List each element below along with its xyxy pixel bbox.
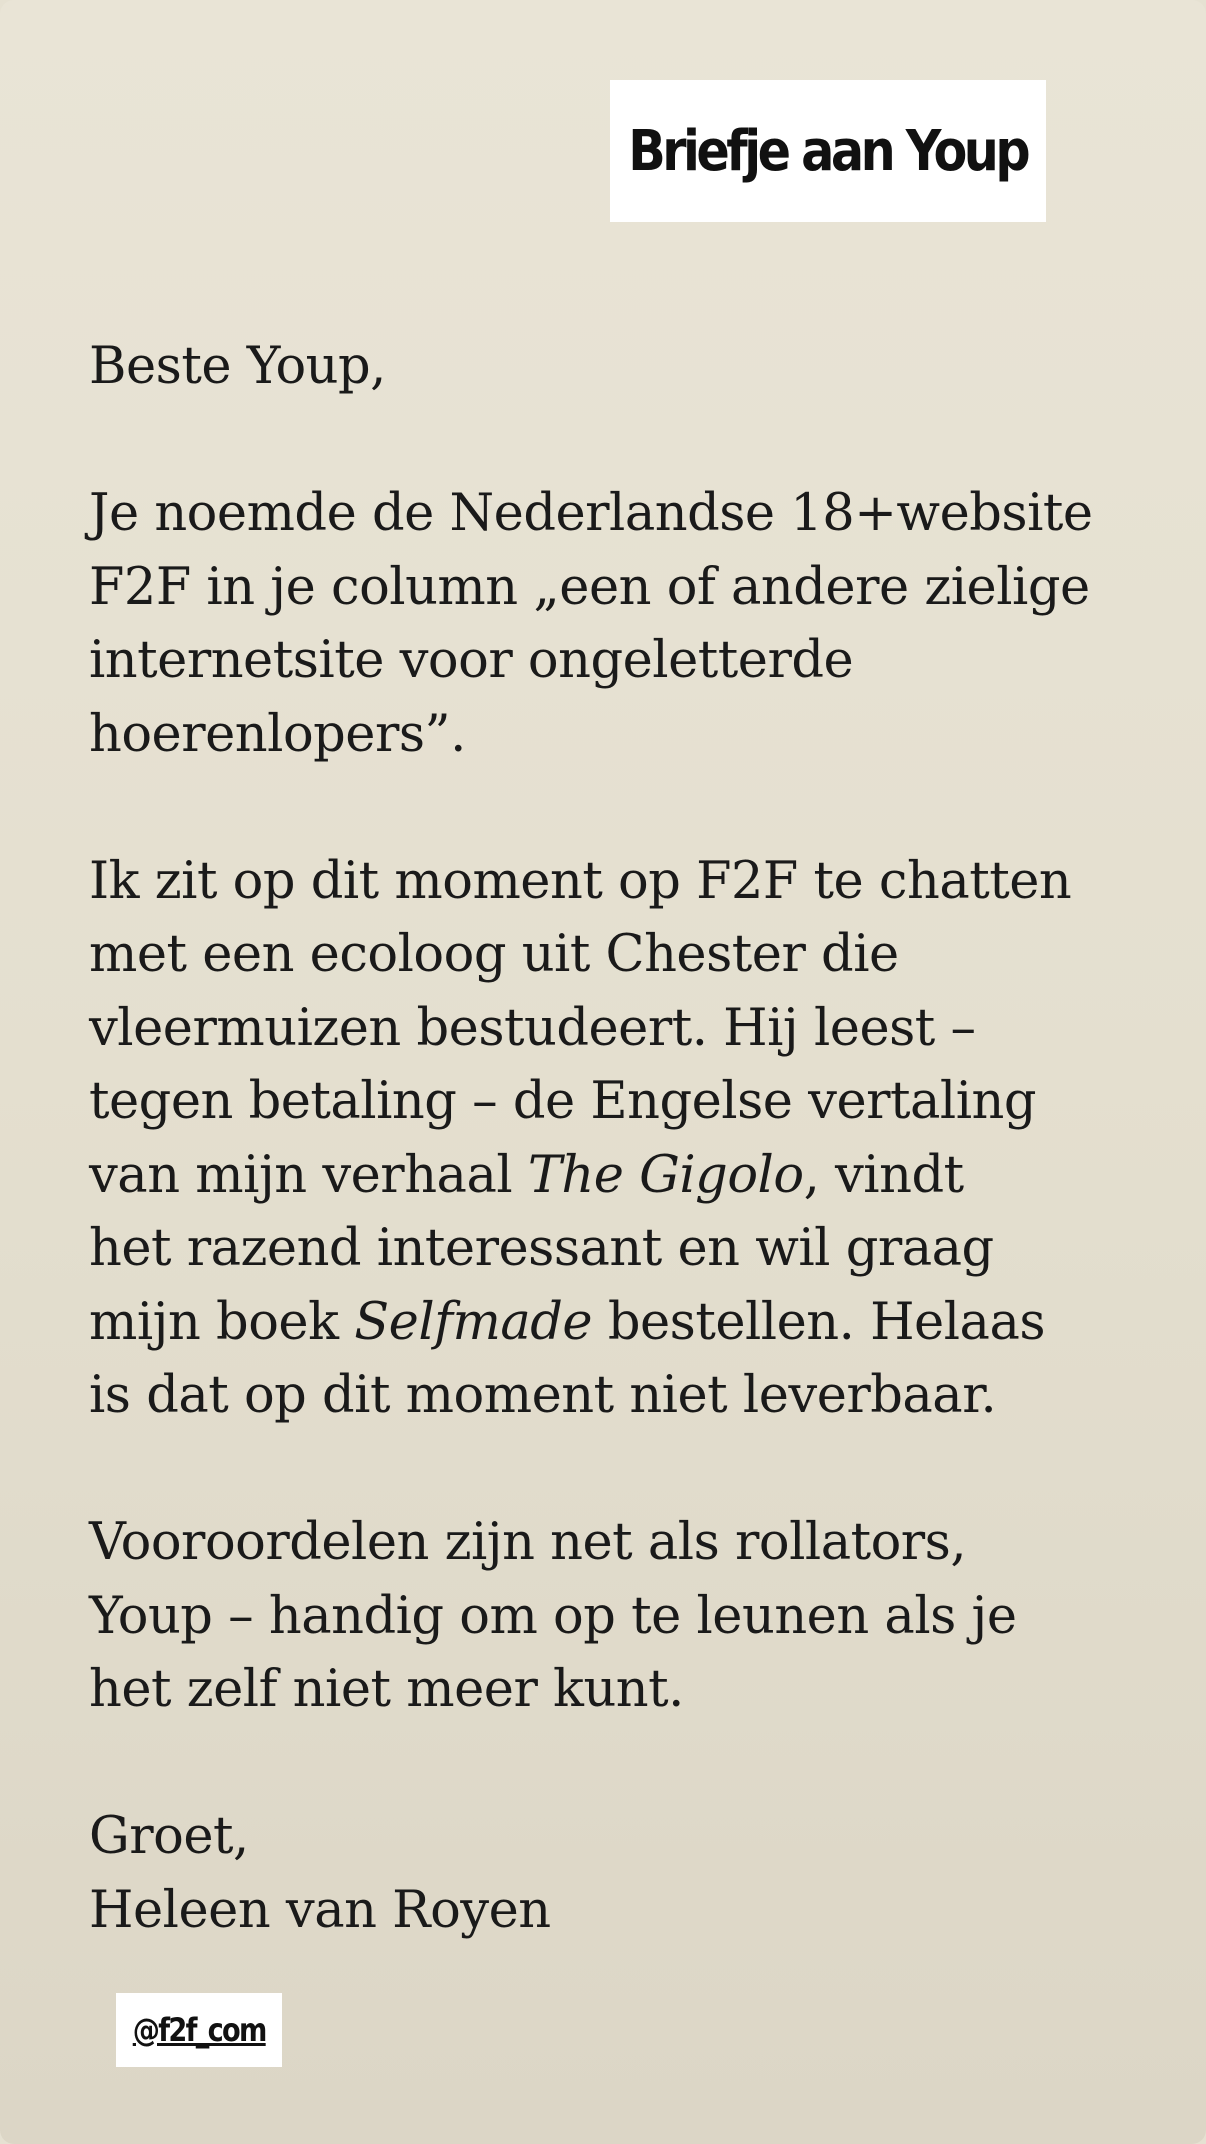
- signature: Heleen van Royen: [89, 1880, 551, 1940]
- paragraph-2-line: Ik zit op dit moment op F2F te chatten: [89, 851, 1072, 911]
- salutation-text: Beste Youp,: [89, 337, 386, 396]
- page-title: Briefje aan Youp: [628, 118, 1028, 184]
- paragraph-3-line: het zelf niet meer kunt.: [89, 1660, 684, 1719]
- social-handle-badge: [116, 1993, 282, 2067]
- paragraph-1-line: hoerenlopers”.: [89, 704, 466, 764]
- letter-body: [89, 330, 1149, 1947]
- paragraph-3-line: Vooroordelen zijn net als rollators,: [89, 1513, 967, 1572]
- paragraph-2-line: is dat op dit moment niet leverbaar.: [89, 1366, 997, 1425]
- social-handle: @f2f_com: [132, 2011, 266, 2049]
- line-text: bestellen. Helaas: [592, 1292, 1046, 1352]
- title-badge: [610, 80, 1046, 222]
- paragraph-2: [89, 845, 1149, 1433]
- paragraph-2-line: [89, 1286, 1149, 1360]
- book-title: Selfmade: [354, 1292, 593, 1352]
- paragraph-2-line: tegen betaling – de Engelse vertaling: [89, 1072, 1037, 1131]
- paragraph-2-line: met een ecoloog uit Chester die: [89, 925, 899, 984]
- paragraph-1: [89, 477, 1149, 771]
- paragraph-2-line: [89, 1139, 1149, 1213]
- paragraph-2-line: het razend interessant en wil graag: [89, 1219, 994, 1278]
- paragraph-2-line: vleermuizen bestudeert. Hij leest –: [89, 998, 976, 1058]
- paragraph-1-line: internetsite voor ongeletterde: [89, 631, 854, 690]
- signoff: [89, 1800, 1149, 1947]
- paragraph-3: [89, 1506, 1149, 1727]
- paragraph-1-line: Je noemde de Nederlandse 18+website: [89, 484, 1093, 543]
- story-title: The Gigolo: [527, 1145, 804, 1205]
- salutation: [89, 330, 1149, 404]
- line-text: van mijn verhaal: [89, 1145, 528, 1205]
- paragraph-1-line: F2F in je column „een of andere zielige: [89, 557, 1090, 617]
- paragraph-3-line: Youp – handig om op te leunen als je: [89, 1586, 1017, 1646]
- line-text: mijn boek: [89, 1292, 355, 1352]
- closing: Groet,: [89, 1807, 249, 1866]
- line-text: , vindt: [803, 1145, 964, 1205]
